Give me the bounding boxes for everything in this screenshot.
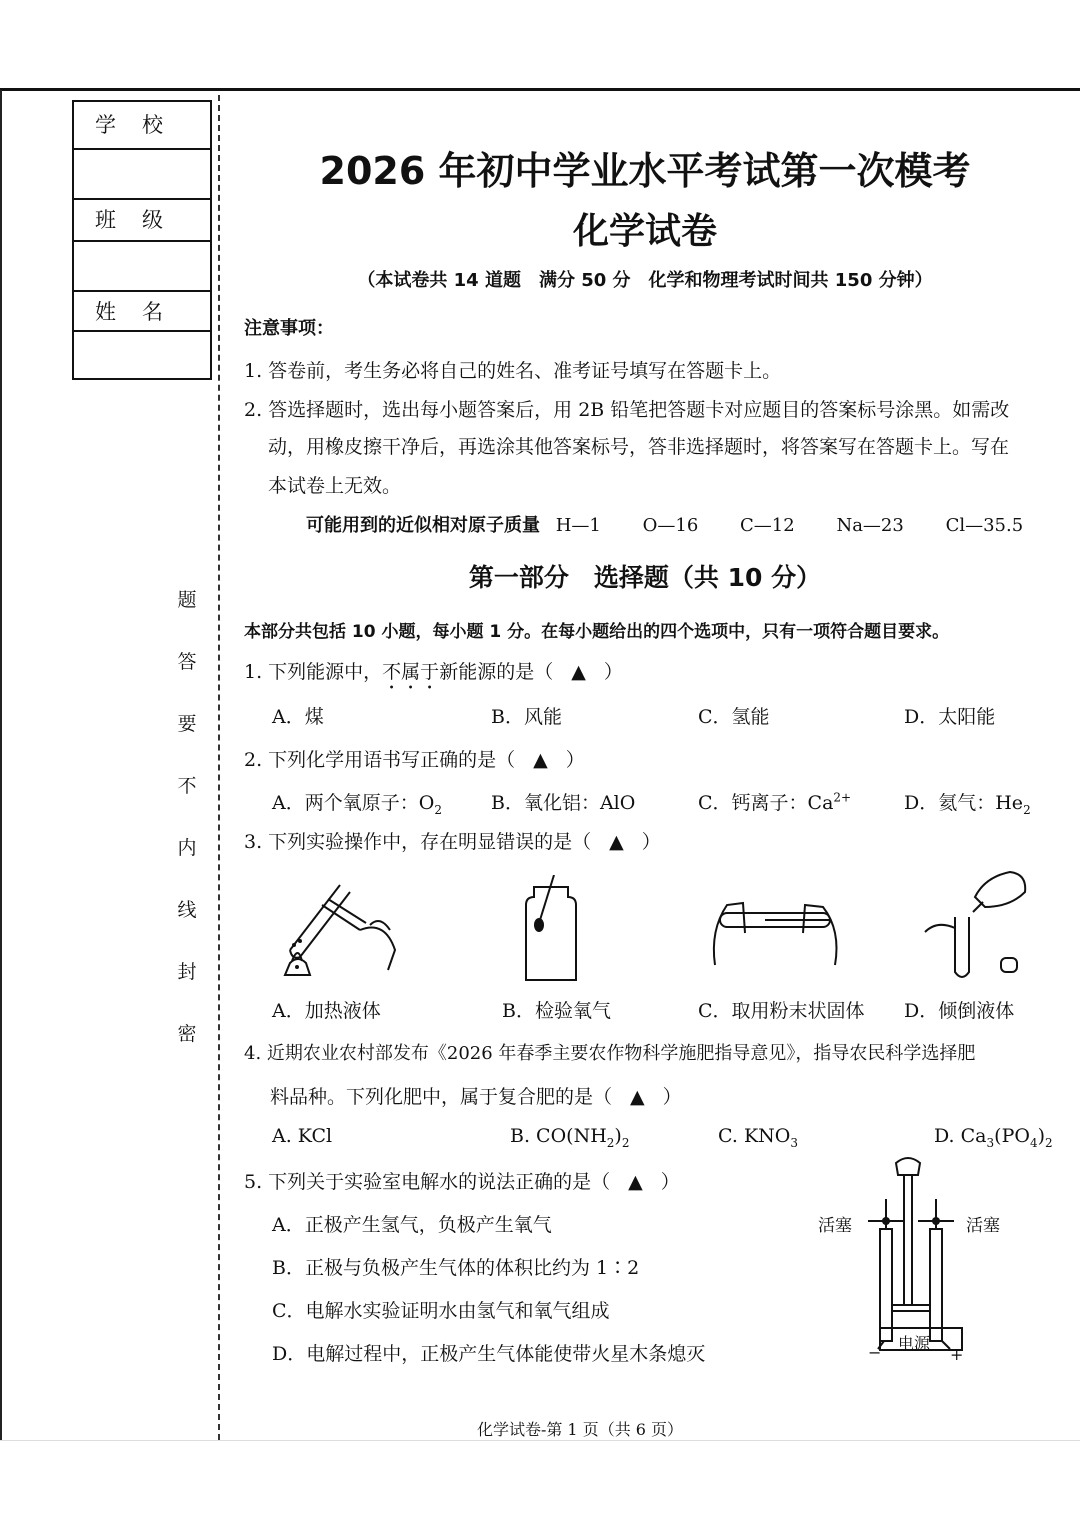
q3-option-b: B．检验氧气 (502, 1000, 611, 1022)
q5-option-c: C．电解水实验证明水由氢气和氧气组成 (272, 1300, 610, 1322)
q2-option-d (904, 788, 1031, 817)
q4-option-b-sub: 2 (606, 1135, 615, 1150)
q5-stem: 5. 下列关于实验室电解水的说法正确的是（ (244, 1171, 611, 1193)
q4-option-d-sub2: 4 (1029, 1135, 1038, 1150)
atomic-mass: C—12 (740, 515, 795, 536)
top-border-line (0, 88, 1080, 91)
question-2-stem (244, 745, 585, 772)
electrolysis-diagram (818, 1155, 1018, 1365)
q1-option-a: A．煤 (272, 706, 324, 728)
school-field[interactable] (74, 150, 210, 200)
q5-option-b: B．正极与负极产生气体的体积比约为 1∶2 (272, 1257, 640, 1279)
seal-line-text (172, 585, 202, 1081)
notice-item-2-line-3: 本试卷上无效。 (268, 475, 402, 497)
q1-option-b: B．风能 (491, 706, 562, 728)
q4-option-d-sub: 3 (986, 1135, 995, 1150)
q4-option-d-mid: (PO (994, 1125, 1030, 1147)
question-4-stem-line-2 (270, 1082, 682, 1109)
class-field[interactable] (74, 242, 210, 292)
q5-stem-close: ） (660, 1171, 680, 1193)
atomic-mass: Na—23 (836, 515, 904, 536)
notice-item-2-line-2: 动，用橡皮擦干净后，再选涂其他答案标号，答非选择题时，将答案写在答题卡上。写在 (268, 436, 1010, 458)
q2-stem-close: ） (565, 749, 585, 771)
q2-option-c-sup: 2+ (833, 790, 852, 805)
section-title: 第一部分 选择题（共 10 分） (468, 563, 822, 592)
q2-option-d-text: D．氦气：He (904, 792, 1024, 814)
q4-option-b-end: ) (614, 1125, 622, 1147)
seal-char: 密 (177, 1023, 197, 1045)
atomic-mass: O—16 (642, 515, 699, 536)
answer-mark: ▲ (609, 831, 624, 853)
q4-option-d (934, 1125, 1053, 1150)
q4-option-d-text: D. Ca (934, 1125, 987, 1147)
q3-stem: 3. 下列实验操作中，存在明显错误的是（ (244, 831, 592, 853)
q1-stem-close: ） (603, 661, 623, 683)
question-3-stem (244, 827, 661, 854)
stopcock-left-label: 活塞 (818, 1216, 852, 1236)
page-footer: 化学试卷-第 1 页（共 6 页） (476, 1420, 684, 1439)
section-instruction: 本部分共包括 10 小题，每小题 1 分。在每小题给出的四个选项中，只有一项符合题目要求。 (244, 622, 950, 642)
seal-char: 答 (177, 651, 197, 673)
q4-option-c (718, 1125, 798, 1150)
q1-stem-after: 新能源的是（ (439, 661, 554, 683)
answer-mark: ▲ (533, 749, 548, 771)
q4-option-d-end: ) (1037, 1125, 1045, 1147)
q2-option-c-text: C．钙离子：Ca (698, 792, 834, 814)
question-5-stem (244, 1167, 680, 1194)
exam-subtitle: （本试卷共 14 道题 满分 50 分 化学和物理考试时间共 150 分钟） (357, 270, 933, 291)
binding-dashed-line (218, 95, 220, 1440)
q4-option-b-text: B. CO(NH (510, 1125, 607, 1147)
q2-stem: 2. 下列化学用语书写正确的是（ (244, 749, 516, 771)
name-field[interactable] (74, 332, 210, 378)
school-label: 学校 (74, 102, 210, 150)
atomic-mass: Cl—35.5 (945, 515, 1024, 536)
heating-liquid-illustration (270, 875, 410, 985)
q3-option-a: A．加热液体 (272, 1000, 381, 1022)
q5-option-d: D．电解过程中，正极产生气体能使带火星木条熄灭 (272, 1343, 706, 1365)
atomic-mass: H—1 (555, 515, 601, 536)
taking-powder-illustration (705, 885, 845, 975)
q2-option-c (698, 788, 851, 815)
notice-item-1: 1. 答卷前，考生务必将自己的姓名、准考证号填写在答题卡上。 (244, 360, 782, 382)
class-label: 班级 (74, 200, 210, 242)
pouring-liquid-illustration (915, 862, 1035, 987)
q1-stem-before: 1. 下列能源中， (244, 661, 383, 683)
negative-terminal-label: − (868, 1343, 882, 1362)
q4-stem: 料品种。下列化肥中，属于复合肥的是（ (270, 1086, 613, 1108)
positive-terminal-label: + (950, 1345, 964, 1364)
seal-char: 要 (177, 713, 197, 735)
q3-option-d: D．倾倒液体 (904, 1000, 1015, 1022)
q2-option-a (272, 788, 442, 817)
q2-option-a-sub: 2 (434, 802, 442, 817)
q4-option-b-sub2: 2 (621, 1135, 630, 1150)
student-info-box (72, 100, 212, 380)
subject-title: 化学试卷 (572, 211, 717, 252)
atomic-masses (306, 511, 1023, 537)
q4-option-c-sub: 3 (790, 1135, 798, 1150)
answer-mark: ▲ (630, 1086, 645, 1108)
page-bottom-margin (0, 1440, 1080, 1527)
q3-stem-close: ） (641, 831, 661, 853)
q2-option-a-text: A．两个氧原子：O (272, 792, 435, 814)
seal-char: 线 (177, 899, 197, 921)
notice-heading: 注意事项： (244, 318, 334, 339)
seal-char: 封 (177, 961, 197, 983)
stopcock-right-label: 活塞 (966, 1216, 1000, 1236)
q2-option-b: B．氧化铝：AlO (491, 792, 636, 814)
q4-option-b (510, 1125, 629, 1150)
q4-option-c-text: C. KNO (718, 1125, 791, 1147)
q5-option-a: A．正极产生氢气，负极产生氧气 (272, 1214, 552, 1236)
power-supply-label: 电源 (898, 1334, 931, 1353)
q4-option-a: A. KCl (272, 1125, 333, 1147)
seal-char: 题 (177, 589, 197, 611)
answer-mark: ▲ (571, 661, 586, 683)
notice-item-2-line-1: 2. 答选择题时，选出每小题答案后，用 2B 铅笔把答题卡对应题目的答案标号涂黑。如需改 (244, 399, 1010, 421)
answer-mark: ▲ (628, 1171, 643, 1193)
q1-option-c: C．氢能 (698, 706, 770, 728)
atomic-masses-label: 可能用到的近似相对原子质量 (306, 515, 540, 536)
question-1-stem (244, 657, 623, 694)
left-border-line (0, 90, 2, 1440)
exam-title: 2026 年初中学业水平考试第一次模考 (319, 149, 971, 193)
name-label: 姓名 (74, 292, 210, 332)
q1-option-d: D．太阳能 (904, 706, 996, 728)
question-4-stem-line-1: 4. 近期农业农村部发布《2026 年春季主要农作物科学施肥指导意见》，指导农民科学选择肥 (244, 1043, 976, 1064)
seal-char: 不 (177, 775, 197, 797)
q3-option-c: C．取用粉末状固体 (698, 1000, 865, 1022)
q4-option-d-sub3: 2 (1045, 1135, 1053, 1150)
q4-stem-close: ） (662, 1086, 682, 1108)
q2-option-d-sub: 2 (1023, 802, 1031, 817)
testing-oxygen-illustration (510, 875, 590, 985)
seal-char: 内 (177, 837, 197, 859)
q1-stem-emphasis: 不属于 (382, 661, 440, 683)
